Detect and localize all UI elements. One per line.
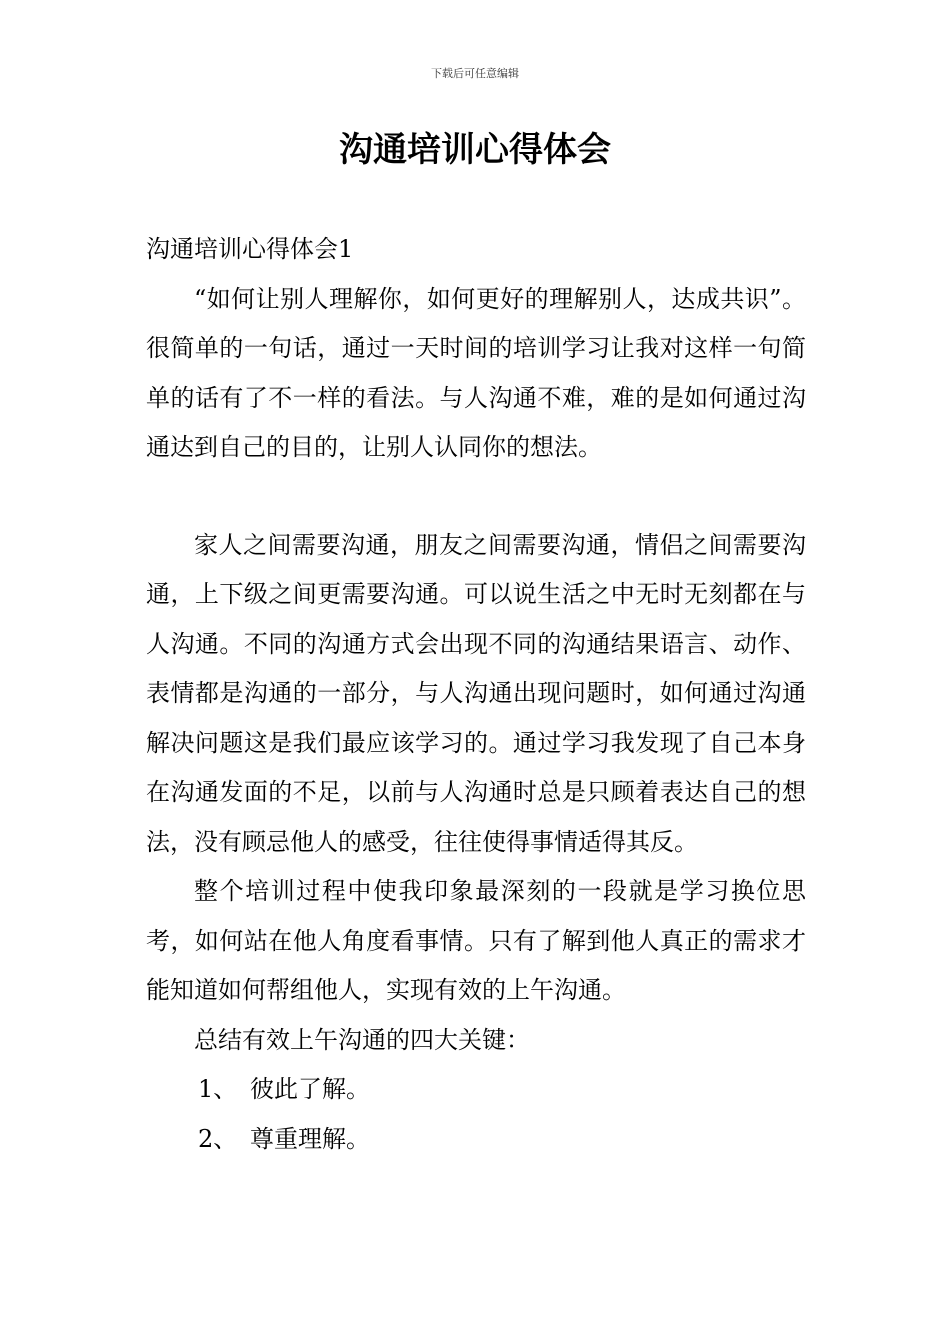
paragraph-2: 家人之间需要沟通，朋友之间需要沟通，情侣之间需要沟通，上下级之间更需要沟通。可以说生活之中无时无刻都在与人沟通。不同的沟通方式会出现不同的沟通结果语言、动作、表情都是沟通的一部分，与人沟通出现问题时，如何通过沟通解决问题这是我们最应该学习的。通过学习我发现了自己本身在沟通发面的不足，以前与人沟通时总是只顾着表达自己的想法，没有顾忌他人的感受，往往使得事情适得其反。 xyxy=(146,530,806,856)
header-note: 下载后可任意编辑 xyxy=(431,67,519,80)
list-item-number: 2、 xyxy=(198,1124,238,1153)
paragraph-1: “如何让别人理解你，如何更好的理解别人，达成共识”。很简单的一句话，通过一天时间的培训学习让我对这样一句简单的话有了不一样的看法。与人沟通不难，难的是如何通过沟通达到自己的目的，让别人认同你的想法。 xyxy=(146,284,806,461)
list-item xyxy=(146,1065,806,1115)
document-title: 沟通培训心得体会 xyxy=(339,130,611,170)
document-body xyxy=(146,225,806,1164)
paragraph-4: 总结有效上午沟通的四大关键： xyxy=(194,1025,530,1054)
list-item xyxy=(146,1115,806,1165)
paragraph-gap xyxy=(146,473,806,521)
list-item-text: 尊重理解。 xyxy=(250,1124,370,1153)
paragraph-3: 整个培训过程中使我印象最深刻的一段就是学习换位思考，如何站在他人角度看事情。只有了解到他人真正的需求才能知道如何帮组他人，实现有效的上午沟通。 xyxy=(146,877,806,1004)
section-heading: 沟通培训心得体会1 xyxy=(146,235,354,263)
list-item-text: 彼此了解。 xyxy=(250,1075,370,1103)
list-item-number: 1、 xyxy=(198,1075,238,1103)
